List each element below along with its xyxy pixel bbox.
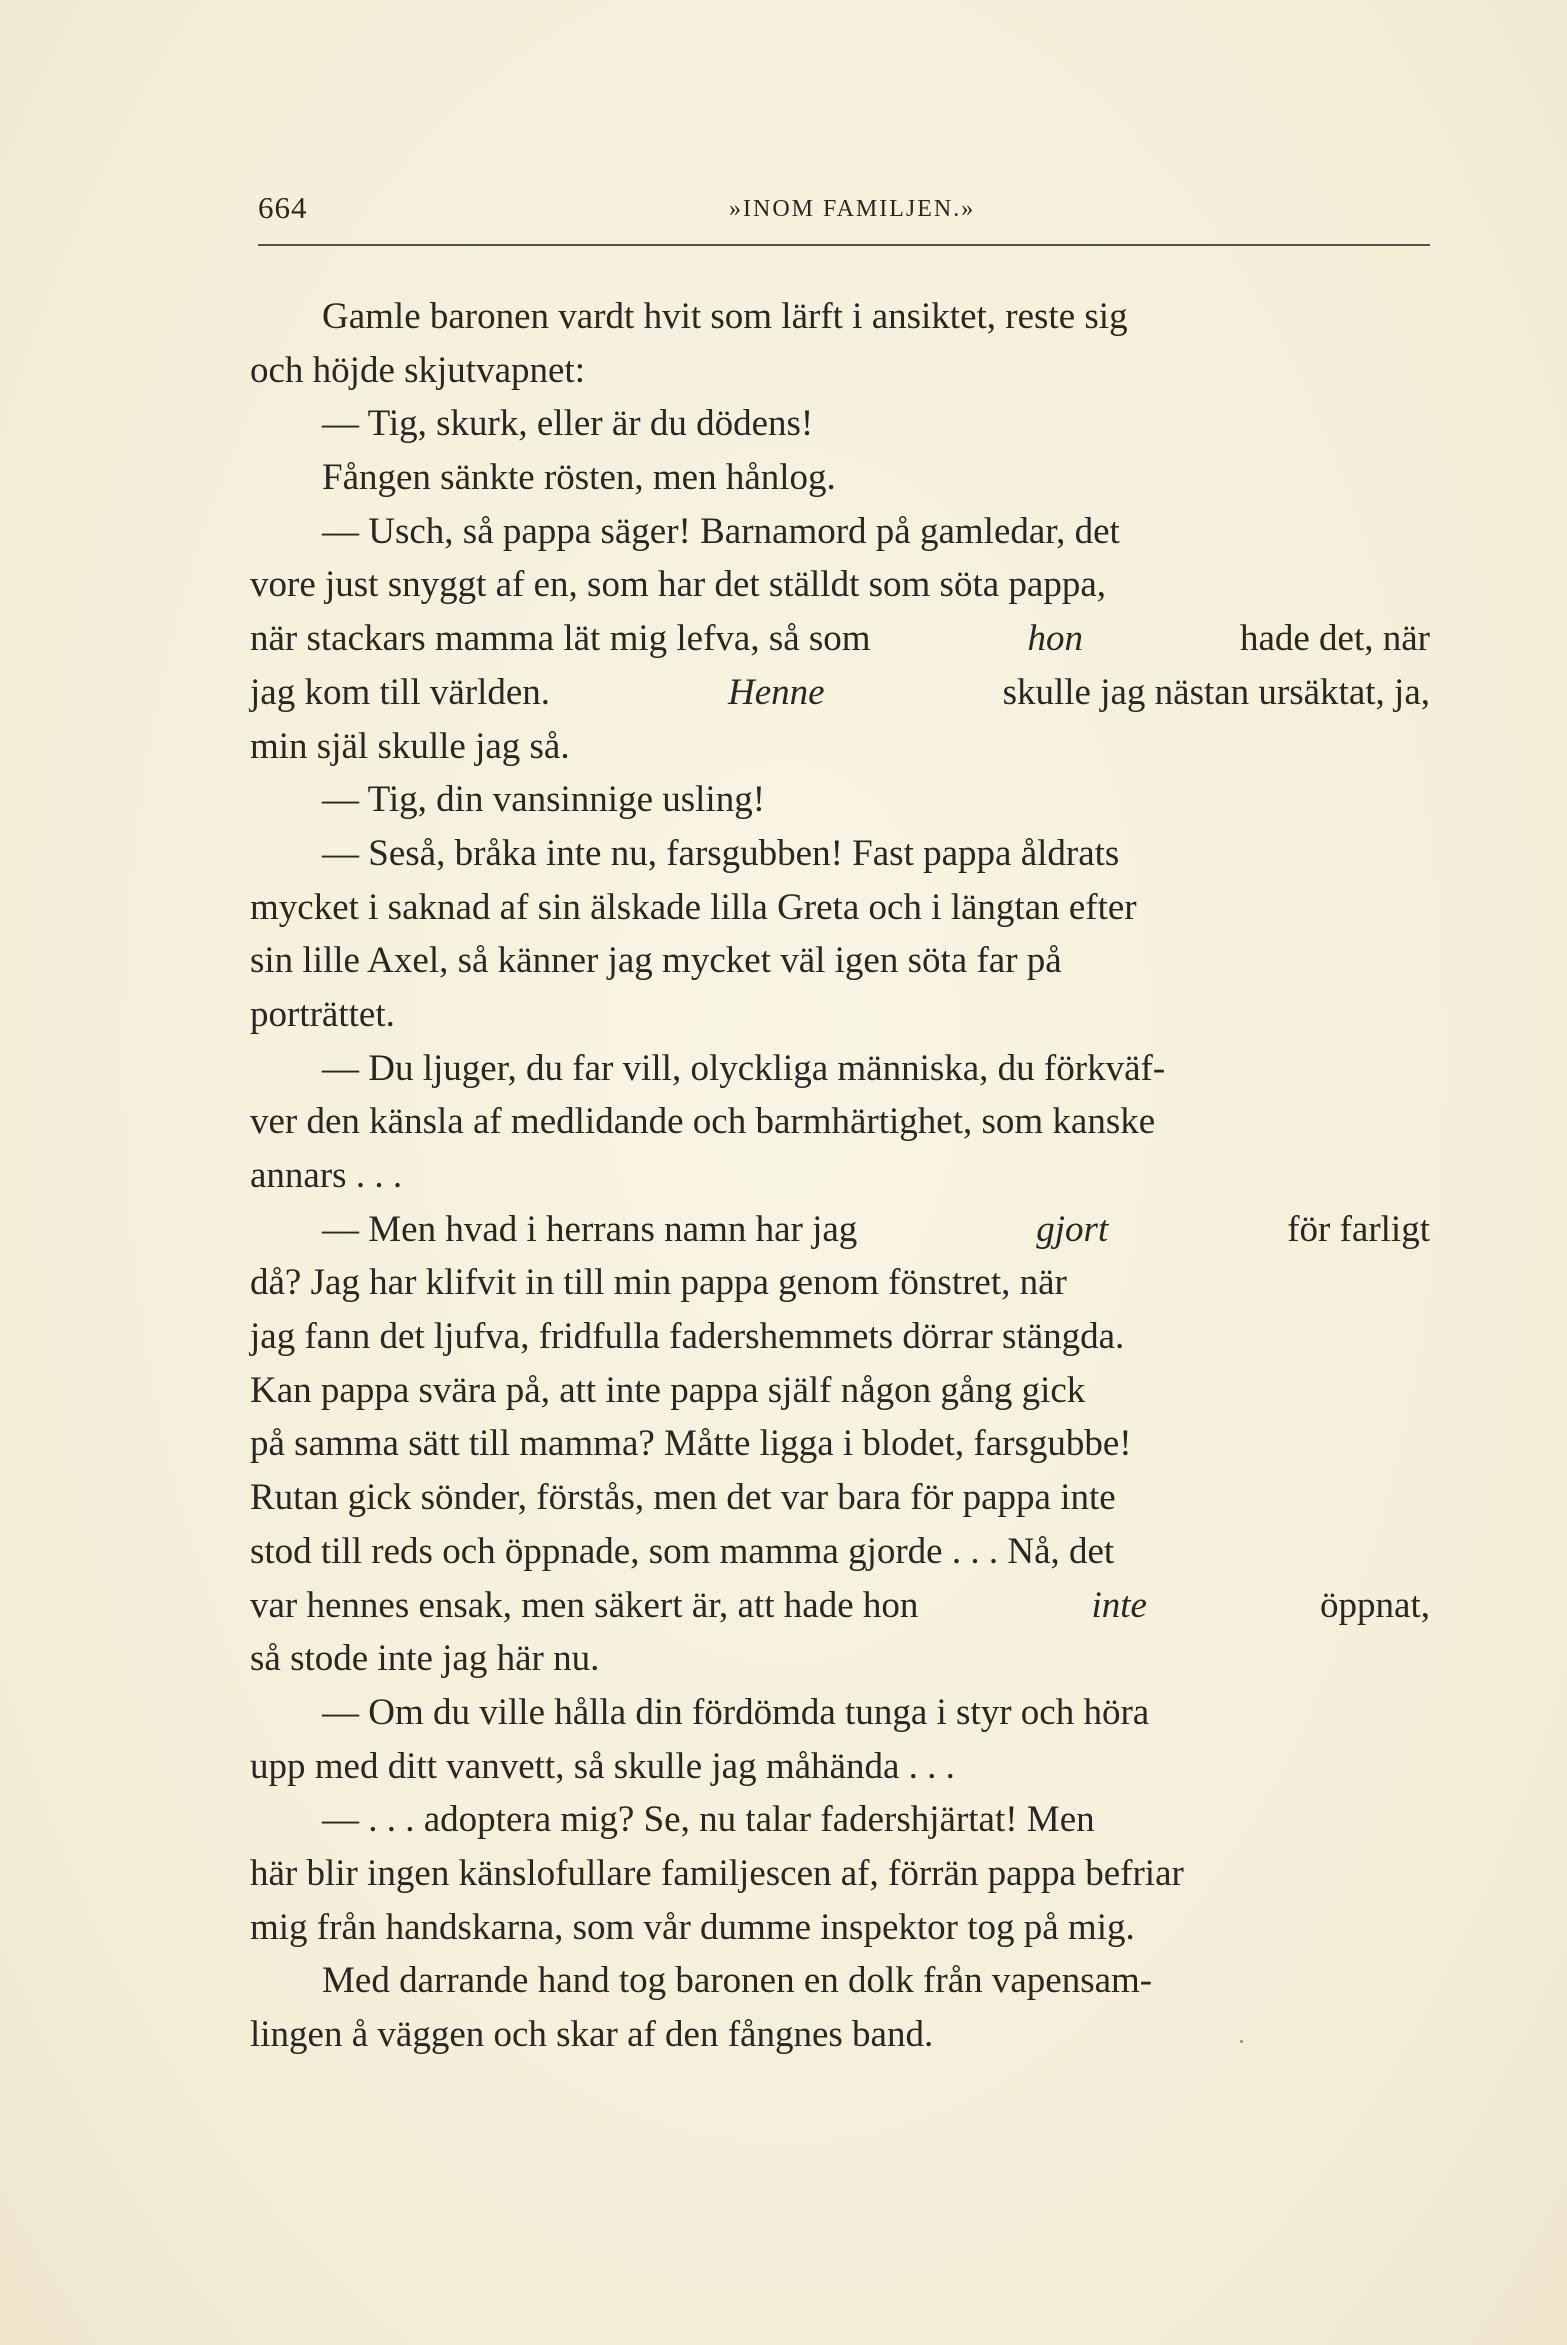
- text-line: — Tig, skurk, eller är du dödens!: [322, 403, 814, 445]
- header-rule: [258, 244, 1430, 246]
- page-header: [258, 190, 1430, 240]
- paper-speck: [1240, 2040, 1243, 2043]
- page-number: 664: [258, 190, 308, 225]
- text-line: annars . . .: [250, 1155, 403, 1196]
- italic-word: inte: [1091, 1584, 1147, 1626]
- text-line: när stackars mamma lät mig lefva, så som hon hade det, när: [250, 612, 1430, 666]
- text-line: Fången sänkte rösten, men hånlog.: [322, 457, 836, 499]
- italic-word: hon: [1027, 618, 1084, 660]
- text-line: så stode inte jag här nu.: [250, 1638, 600, 1680]
- text-line: Rutan gick sönder, förstås, men det var bara för pappa inte: [250, 1477, 1116, 1519]
- text-line: jag kom till världen. Henne skulle jag nästan ursäktat, ja,: [250, 666, 1430, 720]
- text-line: Gamle baronen vardt hvit som lärft i ansiktet, reste sig: [322, 296, 1128, 337]
- text-line: stod till reds och öppnade, som mamma gjorde . . . Nå, det: [250, 1530, 1115, 1572]
- text-line: mycket i saknad af sin älskade lilla Greta och i längtan efter: [250, 886, 1137, 928]
- text-line: lingen å väggen och skar af den fångnes band.: [250, 2014, 934, 2055]
- text-line: på samma sätt till mamma? Måtte ligga i blodet, farsgubbe!: [250, 1423, 1132, 1465]
- text-line: och höjde skjutvapnet:: [250, 349, 585, 391]
- body-text: [250, 290, 1430, 2062]
- text-line: — Seså, bråka inte nu, farsgubben! Fast pappa åldrats: [322, 832, 1120, 874]
- text-line: här blir ingen känslofullare familjescen af, förrän pappa befriar: [250, 1852, 1184, 1894]
- text-line: Kan pappa svära på, att inte pappa själf någon gång gick: [250, 1369, 1086, 1411]
- text-line: vore just snyggt af en, som har det ställdt som söta pappa,: [250, 564, 1106, 606]
- text-line: upp med ditt vanvett, så skulle jag måhända . . .: [250, 1745, 955, 1787]
- italic-word: Henne: [728, 671, 825, 713]
- text-line: då? Jag har klifvit in till min pappa genom fönstret, när: [250, 1262, 1067, 1304]
- text-line: — Tig, din vansinnige usling!: [322, 779, 766, 821]
- text-line: ver den känsla af medlidande och barmhärtighet, som kanske: [250, 1101, 1156, 1143]
- text-line: var hennes ensak, men säkert är, att hade hon inte öppnat,: [250, 1579, 1430, 1633]
- text-line: jag fann det ljufva, fridfulla fadershemmets dörrar stängda.: [250, 1316, 1125, 1358]
- italic-word: gjort: [1036, 1208, 1109, 1250]
- text-line: mig från handskarna, som vår dumme inspektor tog på mig.: [250, 1906, 1135, 1948]
- text-line: Med darrande hand tog baronen en dolk från vapensam-: [322, 1960, 1153, 2002]
- text-line: sin lille Axel, så känner jag mycket väl igen söta far på: [250, 940, 1062, 982]
- text-line: — Du ljuger, du far vill, olyckliga människa, du förkväf-: [322, 1047, 1166, 1089]
- running-head: »INOM FAMILJEN.»: [729, 196, 976, 222]
- text-line: — Usch, så pappa säger! Barnamord på gamledar, det: [322, 510, 1120, 552]
- text-line: porträttet.: [250, 993, 395, 1035]
- text-line: — Men hvad i herrans namn har jag gjort för farligt: [250, 1203, 1430, 1257]
- text-line: min själ skulle jag så.: [250, 725, 570, 767]
- text-line: — . . . adoptera mig? Se, nu talar fadershjärtat! Men: [322, 1799, 1095, 1841]
- text-line: — Om du ville hålla din fördömda tunga i styr och höra: [322, 1691, 1150, 1733]
